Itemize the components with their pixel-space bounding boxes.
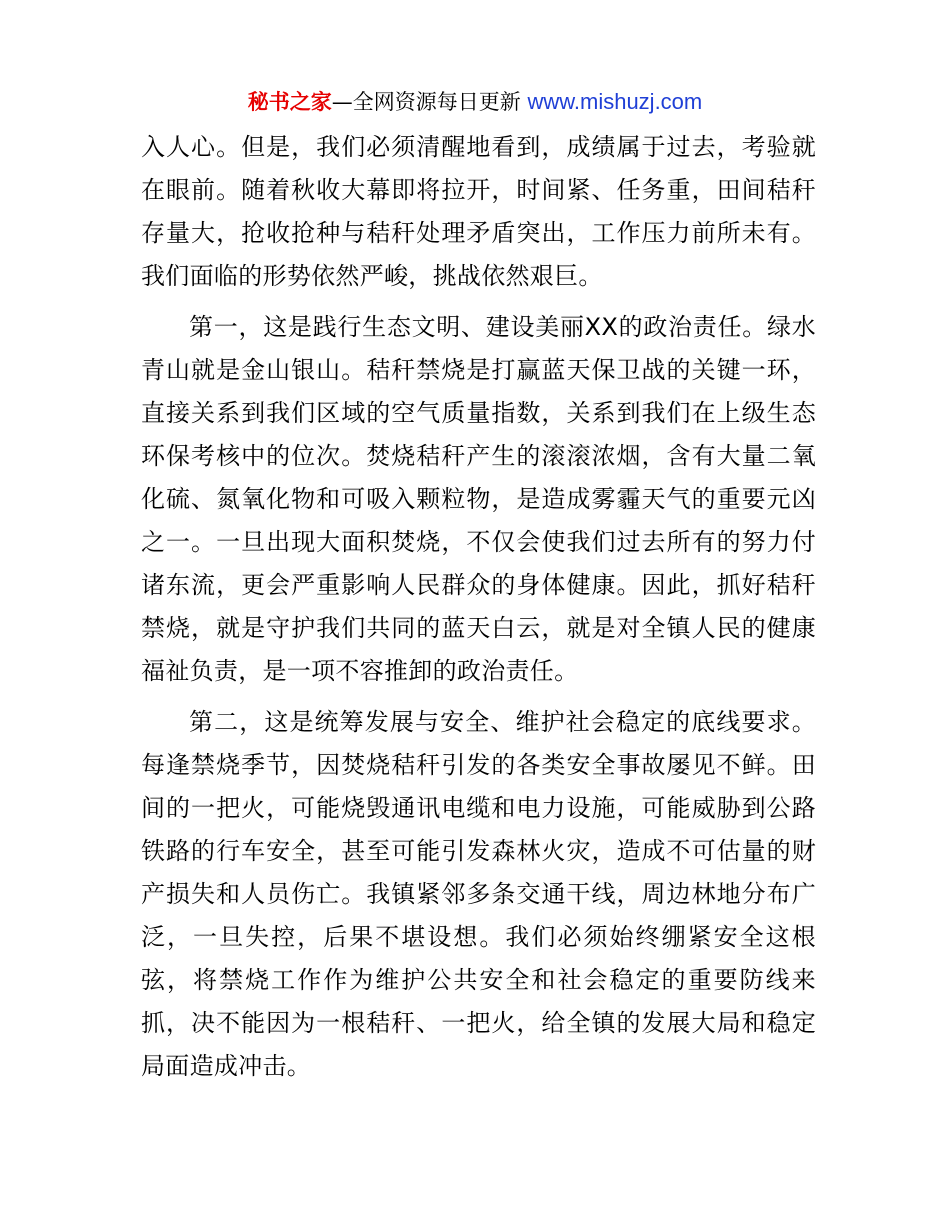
site-brand: 秘书之家: [247, 90, 332, 114]
site-url-link[interactable]: www.mishuzj.com: [527, 89, 703, 114]
paragraph-continuation: 入人心。但是，我们必须清醒地看到，成绩属于过去，考验就在眼前。随着秋收大幕即将拉开，时间紧、任务重，田间秸秆存量大，抢收抢种与秸秆处理矛盾突出，工作压力前所未有。我们面临的形势依然严峻，挑战依然艰巨。: [141, 133, 816, 290]
site-tagline: —全网资源每日更新: [331, 90, 521, 114]
document-body: [141, 126, 816, 1088]
paragraph-point-two: 第二，这是统筹发展与安全、维护社会稳定的底线要求。每逢禁烧季节，因焚烧秸秆引发的各类安全事故屡见不鲜。田间的一把火，可能烧毁通讯电缆和电力设施，可能威胁到公路铁路的行车安全，甚至可能引发森林火灾，造成不可估量的财产损失和人员伤亡。我镇紧邻多条交通干线，周边林地分布广泛，一旦失控，后果不堪设想。我们必须始终绷紧安全这根弦，将禁烧工作作为维护公共安全和社会稳定的重要防线来抓，决不能因为一根秸秆、一把火，给全镇的发展大局和稳定局面造成冲击。: [141, 708, 816, 1080]
page-header: [0, 86, 950, 118]
paragraph-point-one: 第一，这是践行生态文明、建设美丽XX的政治责任。绿水青山就是金山银山。秸秆禁烧是打赢蓝天保卫战的关键一环，直接关系到我们区域的空气质量指数，关系到我们在上级生态环保考核中的位次。焚烧秸秆产生的滚滚浓烟，含有大量二氧化硫、氮氧化物和可吸入颗粒物，是造成雾霾天气的重要元凶之一。一旦出现大面积焚烧，不仅会使我们过去所有的努力付诸东流，更会严重影响人民群众的身体健康。因此，抓好秸秆禁烧，就是守护我们共同的蓝天白云，就是对全镇人民的健康福祉负责，是一项不容推卸的政治责任。: [141, 313, 816, 685]
